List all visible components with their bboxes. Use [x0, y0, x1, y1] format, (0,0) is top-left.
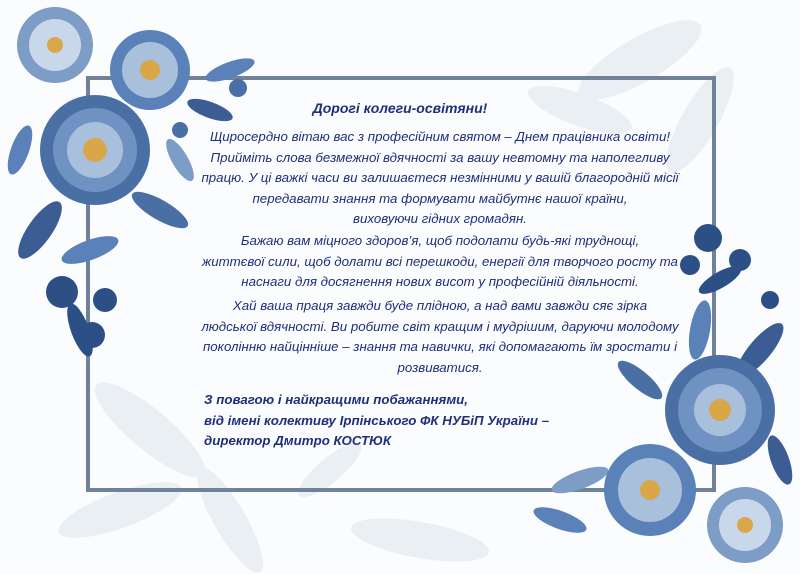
paragraph-greeting: [195, 127, 685, 230]
paragraph-line: Прийміть слова безмежної вдячності за вашу невтомну та наполегливу: [210, 149, 670, 165]
paragraph-line: Бажаю вам міцного здоров’я, щоб подолати будь-які труднощі,: [240, 233, 640, 248]
card-title: Дорогі колеги-освітяни!: [312, 100, 488, 116]
paragraph-line: поколінню найцінніше – знання та навички, які допомагають їм зростати і: [202, 339, 678, 354]
paragraph-line: передавати знання та формувати майбутнє нашої країни,: [252, 190, 628, 206]
signature-block: [204, 390, 604, 452]
paragraph-wishes: [195, 231, 685, 293]
paragraph-line: життєвої сили, щоб долати всі перешкоди, енергії для творчого росту та: [202, 253, 678, 269]
signature-line: директор Дмитро КОСТЮК: [204, 433, 392, 448]
signature-line: З повагою і найкращими побажаннями,: [204, 392, 468, 407]
paragraph-line: наснаги для досягнення нових висот у професійній діяльності.: [241, 274, 639, 289]
paragraph-line: працю. У ці важкі часи ви залишаєтеся незмінними у вашій благородній місії: [201, 170, 679, 185]
paragraph-line: Щиросердно вітаю вас з професійним святом – Днем працівника освіти!: [209, 129, 671, 144]
paragraph-gratitude: [195, 296, 685, 378]
paragraph-line: людської вдячності. Ви робите світ кращим і мудрішим, даруючи молодому: [201, 318, 679, 334]
paragraph-line: Хай ваша праця завжди буде плідною, а над вами завжди сяє зірка: [232, 298, 648, 313]
signature-line: від імені колективу Ірпінського ФК НУБіП України –: [204, 412, 550, 428]
paragraph-line: виховуючи гідних громадян.: [353, 211, 527, 226]
paragraph-line: розвиватися.: [397, 359, 483, 375]
